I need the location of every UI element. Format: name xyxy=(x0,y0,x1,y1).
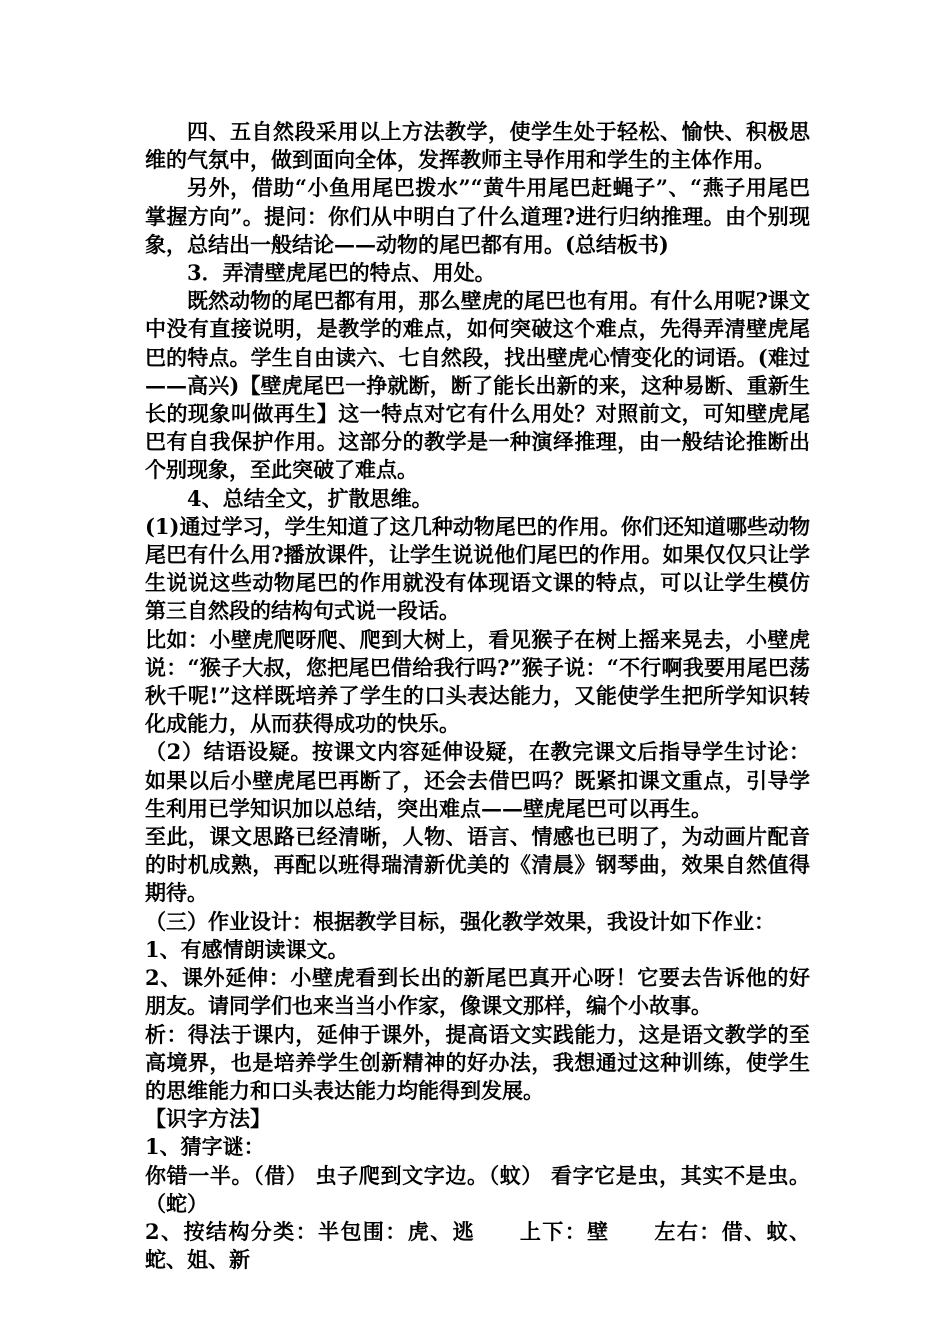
homework-item-1: 1、有感情朗读课文。 xyxy=(145,936,349,962)
section-heading-3: 3．弄清壁虎尾巴的特点、用处。 xyxy=(187,260,496,286)
riddle-line: 你错一半。（借） 虫子爬到文字边。（蚊） 看字它是虫，其实不是虫。（蛇） xyxy=(145,1162,810,1216)
paragraph-analysis: 析：得法于课内，延伸于课外，提高语文实践能力，这是语文教学的至高境界，也是培养学生创新精神的好办法，我想通过这种训练，使学生的思维能力和口头表达能力均能得到发展。 xyxy=(145,1021,810,1103)
paragraph-conclusion: 至此，课文思路已经清晰，人物、语言、情感也已明了，为动画片配音的时机成熟，再配以班得瑞清新优美的《清晨》钢琴曲，效果自然值得期待。 xyxy=(145,824,810,906)
section-heading-literacy: 【识字方法】 xyxy=(145,1106,271,1132)
literacy-item-2: 2、按结构分类：半包围：虎、逃 上下：壁 左右：借、蚊、蛇、姐、新 xyxy=(145,1218,810,1273)
section-heading-homework: （三）作业设计：根据教学目标，强化教学效果，我设计如下作业： xyxy=(145,908,775,934)
homework-item-2: 2、课外延伸：小壁虎看到长出的新尾巴真开心呀！它要去告诉他的好朋友。请同学们也来当当小作家，像课文那样，编个小故事。 xyxy=(145,965,810,1019)
section-heading-4: 4、总结全文，扩散思维。 xyxy=(187,485,433,511)
paragraph-methods: 四、五自然段采用以上方法教学，使学生处于轻松、愉快、积极思维的气氛中，做到面向全体，发挥教师主导作用和学生的主体作用。 xyxy=(145,119,810,173)
literacy-item-1: 1、猜字谜： xyxy=(145,1134,265,1160)
paragraph-summary-1: (1)通过学习，学生知道了这几种动物尾巴的作用。你们还知道哪些动物尾巴有什么用?播放课件，让学生说说他们尾巴的作用。如果仅仅只让学生说说这些动物尾巴的作用就没有体现语文课的特点，可以让学生模仿第三自然段的结构句式说一段话。 xyxy=(145,513,810,624)
paragraph-gecko-tail: 既然动物的尾巴都有用，那么壁虎的尾巴也有用。有什么用呢?课文中没有直接说明，是教学的难点，如何突破这个难点，先得弄清壁虎尾巴的特点。学生自由读六、七自然段，找出壁虎心情变化的词语。(难过——高兴)【壁虎尾巴一挣就断，断了能长出新的来，这种易断、重新生长的现象叫做再生】这一特点对它有什么用处？对照前文，可知壁虎尾巴有自我保护作用。这部分的教学是一种演绎推理，由一般结论推断出个别现象，至此突破了难点。 xyxy=(145,288,810,483)
paragraph-summary-2: （2）结语设疑。按课文内容延伸设疑，在教完课文后指导学生讨论：如果以后小壁虎尾巴再断了，还会去借巴吗？既紧扣课文重点，引导学生利用已学知识加以总结，突出难点——壁虎尾巴可以再生。 xyxy=(145,739,810,821)
paragraph-reasoning: 另外，借助“小鱼用尾巴拨水”“黄牛用尾巴赶蝇子”、“燕子用尾巴掌握方向”。提问：你们从中明白了什么道理?进行归纳推理。由个别现象，总结出一般结论——动物的尾巴都有用。(总结板书) xyxy=(145,175,810,257)
document-page xyxy=(145,118,810,1274)
paragraph-example: 比如：小壁虎爬呀爬、爬到大树上，看见猴子在树上摇来晃去，小壁虎说：“猴子大叔，您把尾巴借给我行吗?”猴子说：“不行啊我要用尾巴荡秋千呢!”这样既培养了学生的口头表达能力，又能使学生把所学知识转化成能力，从而获得成功的快乐。 xyxy=(145,626,810,737)
